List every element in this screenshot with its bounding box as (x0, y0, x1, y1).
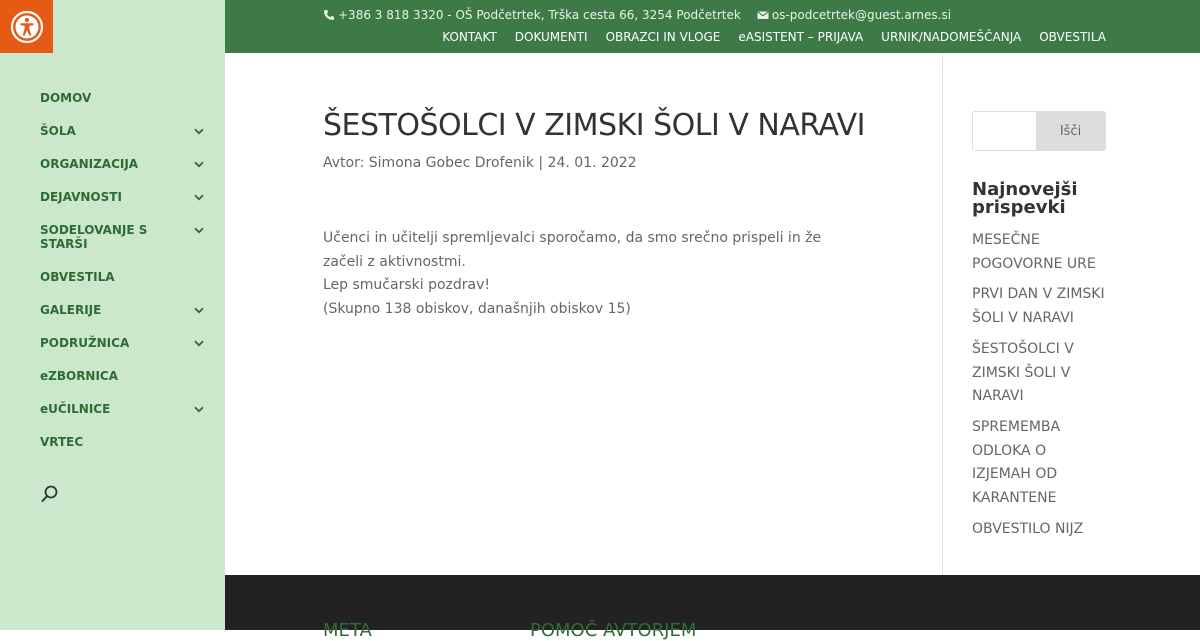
mail-icon (757, 9, 769, 21)
accessibility-button[interactable] (0, 0, 53, 53)
footer-title-help: POMOČ AVTORJEM (530, 620, 697, 641)
phone-address-text: +386 3 818 3320 - OŠ Podčetrtek, Trška cesta 66, 3254 Podčetrtek (338, 8, 741, 22)
post-title: ŠESTOŠOLCI V ZIMSKI ŠOLI V NARAVI (323, 108, 866, 143)
top-header (225, 0, 1200, 53)
top-menu-item[interactable]: OBVESTILA (1039, 30, 1106, 44)
top-menu-item[interactable]: URNIK/NADOMEŠČANJA (881, 30, 1022, 44)
sidebar-item-label: OBVESTILA (40, 270, 115, 284)
email-link[interactable] (757, 8, 951, 22)
sidebar-item-label: ŠOLA (40, 124, 76, 138)
top-menu-item[interactable]: eASISTENT – PRIJAVA (738, 30, 864, 44)
accessibility-icon (10, 10, 44, 44)
sidebar-divider (942, 53, 943, 575)
chevron-down-icon[interactable] (192, 336, 206, 350)
sidebar-item[interactable] (40, 333, 210, 353)
post-meta (323, 155, 883, 171)
recent-post-link[interactable]: OBVESTILO NIJZ (972, 520, 1084, 537)
sidebar-item[interactable] (40, 220, 210, 254)
footer-title-meta: META (323, 620, 372, 641)
widget-search-form (972, 111, 1106, 151)
chevron-down-icon[interactable] (192, 157, 206, 171)
chevron-down-icon[interactable] (192, 124, 206, 138)
widget-search-input[interactable] (973, 112, 1036, 150)
recent-posts-list (972, 229, 1106, 541)
chevron-down-icon[interactable] (192, 402, 206, 416)
sidebar-item[interactable] (40, 267, 210, 287)
left-sidebar (0, 0, 225, 630)
sidebar-item[interactable] (40, 121, 210, 141)
sidebar-item-label: DEJAVNOSTI (40, 190, 122, 204)
sidebar-search-button[interactable] (40, 484, 60, 504)
recent-post-link[interactable]: ŠESTOŠOLCI V ZIMSKI ŠOLI V NARAVI (972, 340, 1074, 405)
sidebar-item[interactable] (40, 300, 210, 320)
right-sidebar (972, 111, 1106, 548)
sidebar-item[interactable] (40, 154, 210, 174)
recent-post-link[interactable]: MESEČNE POGOVORNE URE (972, 232, 1096, 272)
sidebar-item[interactable] (40, 88, 210, 108)
chevron-down-icon[interactable] (192, 223, 206, 237)
sidebar-item-label: GALERIJE (40, 303, 102, 317)
post-paragraph: Lep smučarski pozdrav! (323, 277, 491, 293)
search-icon (40, 484, 60, 504)
sidebar-item[interactable] (40, 366, 210, 386)
post-article (323, 105, 883, 321)
sidebar-item-label: eZBORNICA (40, 369, 119, 383)
top-menu-item[interactable]: OBRAZCI IN VLOGE (605, 30, 721, 44)
meta-prefix: Avtor: (323, 155, 365, 171)
phone-icon (323, 9, 335, 21)
meta-separator: | (538, 155, 544, 171)
post-paragraph: Učenci in učitelji spremljevalci sporočamo, da smo srečno prispeli in že začeli z aktivnostmi. (323, 230, 822, 270)
post-paragraph: (Skupno 138 obiskov, današnjih obiskov 15) (323, 300, 631, 317)
post-content (323, 227, 843, 321)
sidebar-item[interactable] (40, 399, 210, 419)
widget-search-button[interactable]: Išči (1036, 112, 1105, 150)
recent-post-link[interactable]: PRVI DAN V ZIMSKI ŠOLI V NARAVI (972, 286, 1105, 327)
sidebar-item-label: VRTEC (40, 435, 84, 449)
email-text: os-podcetrtek@guest.arnes.si (771, 8, 952, 22)
sidebar-nav (40, 88, 210, 465)
sidebar-item[interactable] (40, 187, 210, 207)
author-link[interactable]: Simona Gobec Drofenik (368, 155, 534, 171)
chevron-down-icon[interactable] (192, 190, 206, 204)
contact-info (323, 8, 951, 22)
recent-post-link[interactable]: SPREMEMBA ODLOKA O IZJEMAH OD KARANTENE (972, 418, 1061, 507)
recent-posts-title: Najnovejši prispevki (972, 179, 1078, 218)
top-menu-item[interactable]: DOKUMENTI (514, 30, 588, 44)
sidebar-item-label: ORGANIZACIJA (40, 157, 139, 171)
sidebar-item-label: SODELOVANJE S STARŠI (40, 223, 148, 251)
top-menu (442, 30, 1106, 44)
sidebar-item-label: DOMOV (40, 91, 92, 105)
footer (225, 575, 1200, 641)
sidebar-item[interactable] (40, 432, 210, 452)
sidebar-item-label: eUČILNICE (40, 402, 111, 416)
sidebar-item-label: PODRUŽNICA (40, 336, 130, 350)
top-menu-item[interactable]: KONTAKT (442, 30, 497, 44)
post-date: 24. 01. 2022 (547, 155, 637, 171)
chevron-down-icon[interactable] (192, 303, 206, 317)
